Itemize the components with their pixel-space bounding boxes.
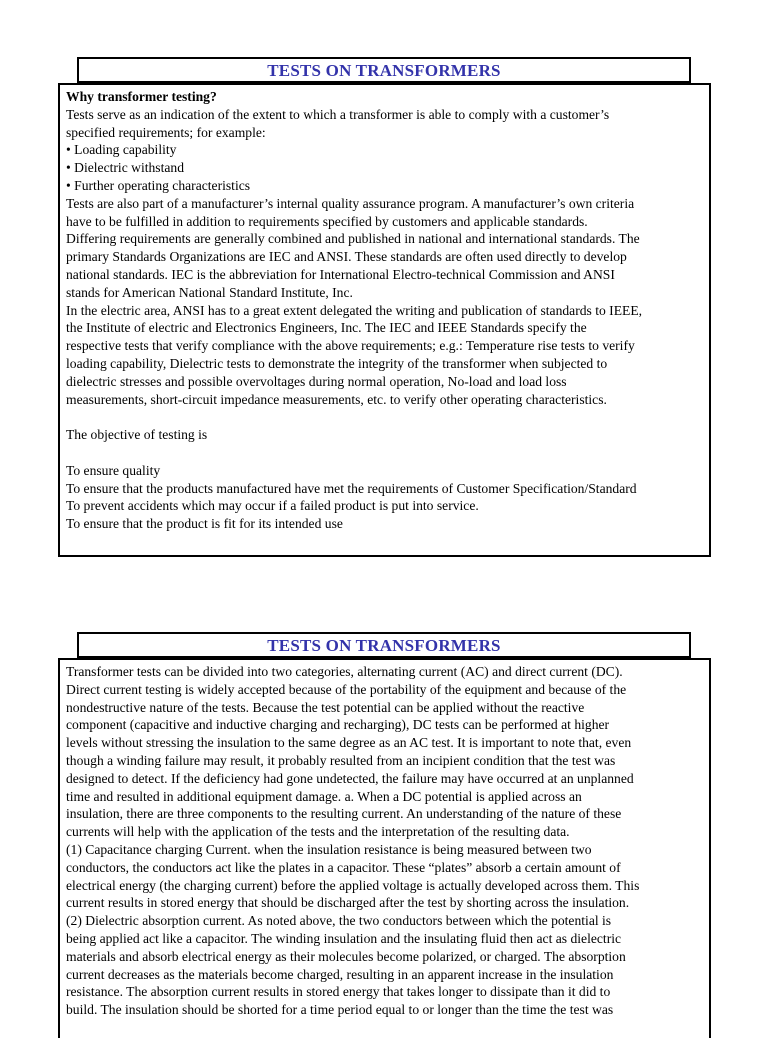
spacer — [66, 408, 703, 426]
text-line: • Loading capability — [66, 142, 177, 158]
text-line: respective tests that verify compliance with the above requirements; e.g.: Temperature rise tests to verify — [66, 338, 635, 354]
section1-title: TESTS ON TRANSFORMERS — [77, 57, 691, 83]
text-line: current decreases as the materials become charged, resulting in an apparent increase in the insulation — [66, 966, 614, 982]
text-line: stands for American National Standard Institute, Inc. — [66, 284, 353, 300]
text-line: though a winding failure may result, it probably resulted from an incipient condition that the test was — [66, 752, 616, 768]
text-line: measurements, short-circuit impedance measurements, etc. to verify other operating characteristics. — [66, 391, 607, 407]
text-line: have to be fulfilled in addition to requirements specified by customers and applicable standards. — [66, 213, 588, 229]
text-line: build. The insulation should be shorted for a time period equal to or longer than the time the test was — [66, 1002, 614, 1018]
text-line: national standards. IEC is the abbreviation for International Electro-technical Commission and ANSI — [66, 266, 615, 282]
objective-intro: The objective of testing is — [66, 427, 208, 443]
section1-body — [58, 83, 711, 557]
text-line: (1) Capacitance charging Current. when the insulation resistance is being measured between two — [66, 841, 592, 857]
text-line: (2) Dielectric absorption current. As noted above, the two conductors between which the potential is — [66, 913, 612, 929]
section2-title: TESTS ON TRANSFORMERS — [77, 632, 691, 658]
text-line: Tests serve as an indication of the extent to which a transformer is able to comply with a customer’s — [66, 106, 610, 122]
text-line: Direct current testing is widely accepted because of the portability of the equipment and because of the — [66, 681, 627, 697]
text-line: resistance. The absorption current results in stored energy that takes longer to dissipate than it did to — [66, 984, 611, 1000]
section1-heading: Why transformer testing? — [66, 89, 217, 104]
text-line: In the electric area, ANSI has to a great extent delegated the writing and publication of standards to IEEE, — [66, 302, 643, 318]
text-line: Tests are also part of a manufacturer’s internal quality assurance program. A manufacturer’s own criteria — [66, 195, 635, 211]
objective-item: To ensure that the products manufactured have met the requirements of Customer Specification/Standard — [66, 480, 637, 496]
objective-item: To ensure that the product is fit for its intended use — [66, 516, 343, 532]
text-line: electrical energy (the charging current) before the applied voltage is actually developed across them. This — [66, 877, 640, 893]
objectives-list — [66, 462, 703, 533]
text-line: insulation, there are three components to the resulting current. An understanding of the nature of these — [66, 806, 622, 822]
text-line: materials and absorb electrical energy as their molecules become polarized, or charged. The absorption — [66, 948, 626, 964]
text-line: • Further operating characteristics — [66, 177, 251, 193]
section2-paragraph — [66, 663, 703, 1019]
objective-item: To ensure quality — [66, 462, 161, 478]
text-line: primary Standards Organizations are IEC and ANSI. These standards are often used directly to develop — [66, 249, 627, 265]
text-line: dielectric stresses and possible overvoltages during normal operation, No-load and load loss — [66, 373, 567, 389]
text-line: loading capability, Dielectric tests to demonstrate the integrity of the transformer when subjected to — [66, 355, 608, 371]
section2-body — [58, 658, 711, 1038]
text-line: currents will help with the application of the tests and the interpretation of the resulting data. — [66, 824, 570, 840]
text-line: specified requirements; for example: — [66, 124, 266, 140]
text-line: component (capacitive and inductive charging and recharging), DC tests can be performed at higher — [66, 717, 610, 733]
text-line: • Dielectric withstand — [66, 160, 185, 176]
text-line: being applied act like a capacitor. The winding insulation and the insulating fluid then act as dielectric — [66, 930, 622, 946]
section1-paragraph — [66, 106, 703, 409]
objective-item: To prevent accidents which may occur if a failed product is put into service. — [66, 498, 479, 514]
text-line: Transformer tests can be divided into two categories, alternating current (AC) and direct current (DC). — [66, 664, 623, 679]
text-line: nondestructive nature of the tests. Because the test potential can be applied without the reactive — [66, 699, 585, 715]
text-line: the Institute of electric and Electronics Engineers, Inc. The IEC and IEEE Standards specify the — [66, 320, 587, 336]
text-line: conductors, the conductors act like the plates in a capacitor. These “plates” absorb a certain amount of — [66, 859, 621, 875]
text-line: current results in stored energy that should be discharged after the test by shorting across the insulation. — [66, 895, 630, 911]
text-line: Differing requirements are generally combined and published in national and international standards. The — [66, 231, 640, 247]
text-line: time and resulted in additional equipment damage. a. When a DC potential is applied across an — [66, 788, 582, 804]
spacer — [66, 444, 703, 462]
text-line: designed to detect. If the deficiency had gone undetected, the failure may have occurred at an unplanned — [66, 770, 634, 786]
text-line: levels without stressing the insulation to the same degree as an AC test. It is important to note that, even — [66, 735, 632, 751]
